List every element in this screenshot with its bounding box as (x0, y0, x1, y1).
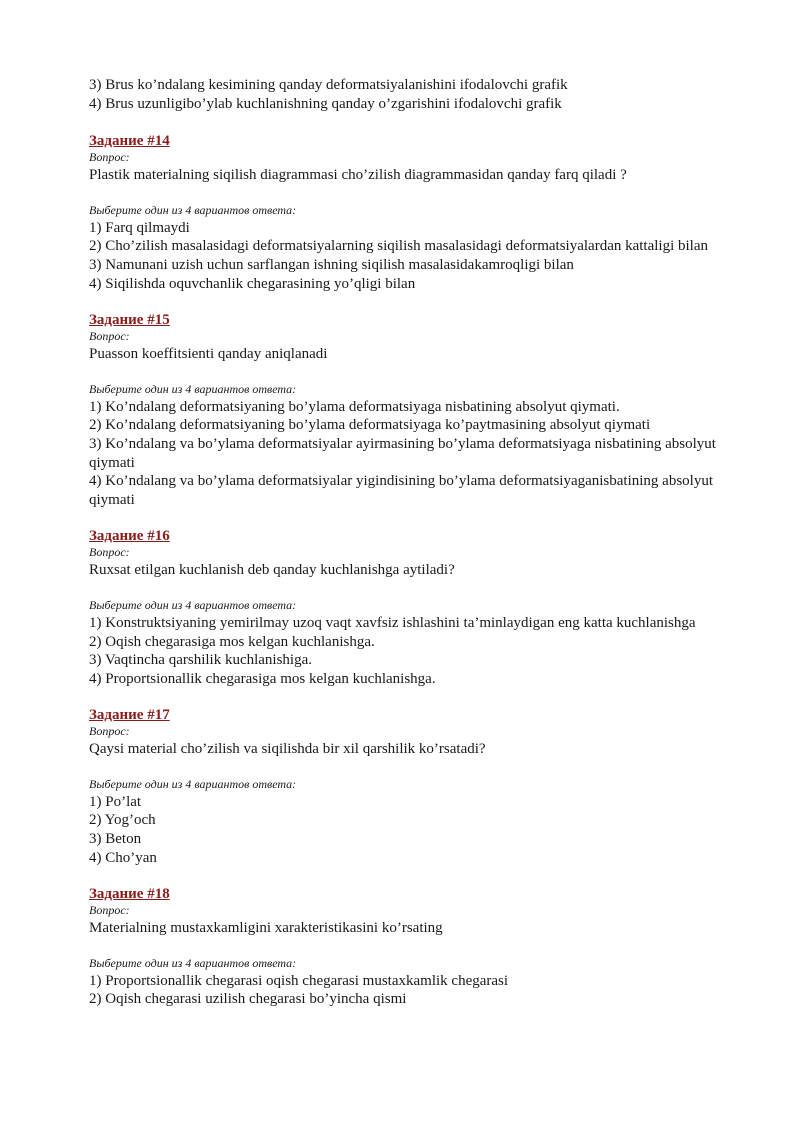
task-title: Задание #17 (89, 707, 170, 724)
answer-option: 4) Cho’yan (89, 849, 157, 866)
answer-option: 2) Ko’ndalang deformatsiyaning bo’ylama deformatsiyaga ko’paytmasining absolyut qiymati (89, 417, 651, 434)
answer-list (89, 972, 729, 1009)
choose-label: Выберите один из 4 вариантов ответа: (89, 381, 297, 396)
answer-option: 2) Oqish chegarasiga mos kelgan kuchlanishga. (89, 633, 375, 650)
answer-option: 2) Oqish chegarasi uzilish chegarasi bo’yincha qismi (89, 991, 407, 1008)
choose-label: Выберите один из 4 вариантов ответа: (89, 955, 297, 970)
answer-option: 4) Siqilishda oquvchanlik chegarasining yo’qligi bilan (89, 275, 416, 292)
answer-list (89, 398, 729, 510)
answer-option: 2) Cho’zilish masalasidagi deformatsiyalarning siqilish masalasidagi deformatsiyalardan kattaligi bilan (89, 238, 709, 255)
answer-list (89, 614, 729, 688)
task-15 (89, 311, 729, 509)
answer-option: 3) Ko’ndalang va bo’ylama deformatsiyalar ayirmasining bo’ylama deformatsiyaga nisbatining absolyut qiymati (89, 435, 716, 471)
question-text: Ruxsat etilgan kuchlanish deb qanday kuchlanishga aytiladi? (89, 562, 455, 579)
answer-list (89, 219, 729, 293)
answer-option: 1) Ko’ndalang deformatsiyaning bo’ylama deformatsiyaga nisbatining absolyut qiymati. (89, 398, 620, 415)
question-text: Puasson koeffitsienti qanday aniqlanadi (89, 346, 328, 363)
answer-option: 1) Konstruktsiyaning yemirilmay uzoq vaqt xavfsiz ishlashini ta’minlaydigan eng katta kuchlanishga (89, 614, 696, 631)
question-label: Вопрос: (89, 903, 130, 918)
choose-label: Выберите один из 4 вариантов ответа: (89, 202, 297, 217)
answer-option: 3) Beton (89, 831, 142, 848)
question-label: Вопрос: (89, 329, 130, 344)
answer-list (89, 793, 729, 867)
answer-option: 1) Po’lat (89, 793, 142, 810)
question-text: Materialning mustaxkamligini xarakteristikasini ko’rsating (89, 920, 443, 937)
answer-option: 1) Farq qilmaydi (89, 219, 190, 236)
answer-option: 4) Proportsionallik chegarasiga mos kelgan kuchlanishga. (89, 670, 436, 687)
question-text: Plastik materialning siqilish diagrammasi cho’zilish diagrammasidan qanday farq qiladi ? (89, 167, 627, 184)
task-title: Задание #18 (89, 886, 170, 903)
document-page (89, 76, 729, 1009)
choose-label: Выберите один из 4 вариантов ответа: (89, 776, 297, 791)
previous-task-answers (89, 76, 729, 113)
answer-option: 3) Namunani uzish uchun sarflangan ishning siqilish masalasidakamroqligi bilan (89, 256, 574, 273)
task-title: Задание #16 (89, 528, 170, 545)
task-17 (89, 706, 729, 867)
answer-option: 2) Yog’och (89, 812, 156, 829)
answer-option: 3) Brus ko’ndalang kesimining qanday deformatsiyalanishini ifodalovchi grafik (89, 77, 568, 93)
question-label: Вопрос: (89, 724, 130, 739)
question-text: Qaysi material cho’zilish va siqilishda bir xil qarshilik ko’rsatadi? (89, 741, 486, 758)
choose-label: Выберите один из 4 вариантов ответа: (89, 597, 297, 612)
task-16 (89, 527, 729, 688)
task-14 (89, 132, 729, 293)
answer-option: 3) Vaqtincha qarshilik kuchlanishiga. (89, 652, 313, 669)
task-title: Задание #15 (89, 312, 170, 329)
answer-option: 4) Brus uzunligibo’ylab kuchlanishning qanday o’zgarishini ifodalovchi grafik (89, 95, 562, 112)
answer-option: 4) Ko’ndalang va bo’ylama deformatsiyalar yigindisining bo’ylama deformatsiyaganisbatining absolyut qiymati (89, 473, 714, 508)
question-label: Вопрос: (89, 150, 130, 165)
task-title: Задание #14 (89, 133, 170, 150)
answer-option: 1) Proportsionallik chegarasi oqish chegarasi mustaxkamlik chegarasi (89, 972, 509, 989)
task-18 (89, 885, 729, 1009)
question-label: Вопрос: (89, 545, 130, 560)
